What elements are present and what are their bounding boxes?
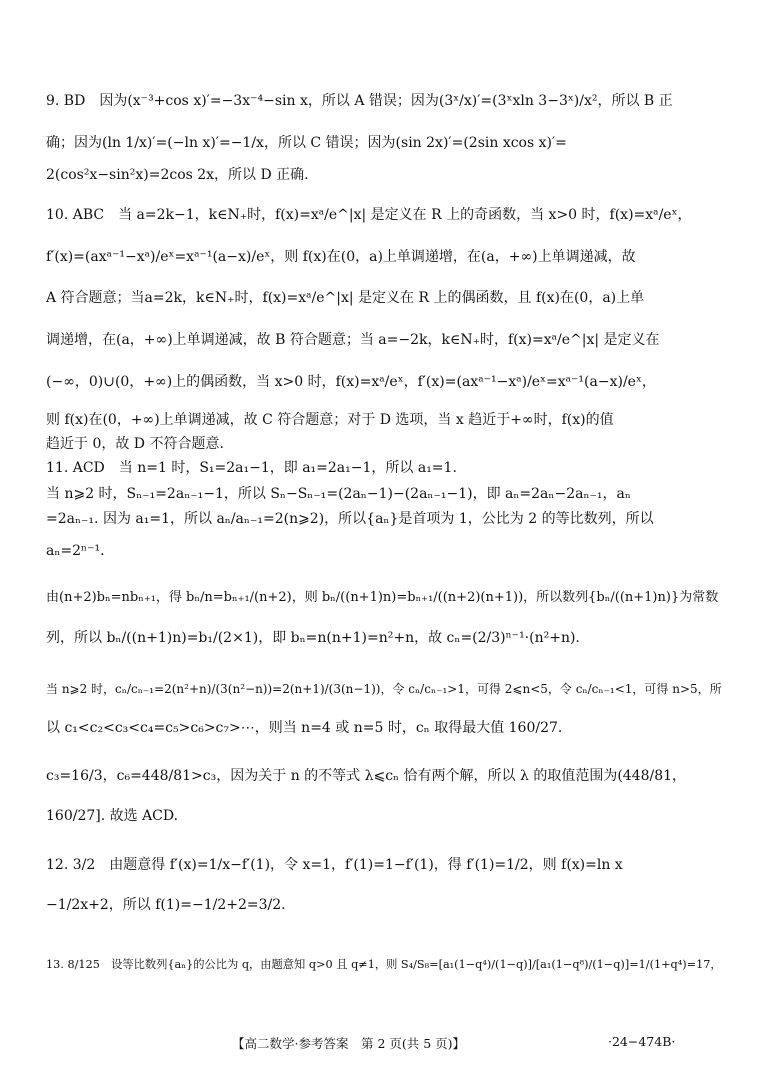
answer-11-line-10: 160/27]. 故选 ACD. [46, 808, 179, 824]
answer-9-line-3: 2(cos²x−sin²x)=2cos 2x，所以 D 正确. [46, 167, 309, 183]
answer-11-line-2: 当 n⩾2 时，Sₙ₋₁=2aₙ₋₁−1，所以 Sₙ−Sₙ₋₁=(2aₙ−1)−(2aₙ₋₁−1)，即 aₙ=2aₙ−2aₙ₋₁，aₙ [46, 486, 631, 502]
answer-11-line-7: 当 n⩾2 时，cₙ/cₙ₋₁=2(n²+n)/(3(n²−n))=2(n+1)/(3(n−1))，令 cₙ/cₙ₋₁>1，可得 2⩽n<5，令 cₙ/cₙ₋₁<1，可得 n>5，所 [46, 682, 722, 696]
answer-11-line-5: 由(n+2)bₙ=nbₙ₊₁，得 bₙ/n=bₙ₊₁/(n+2)，则 bₙ/((n+1)n)=bₙ₊₁/((n+2)(n+1))，所以数列{bₙ/((n+1)n)}为常数 [46, 590, 719, 605]
answer-10-line-1: 10. ABC 当 a=2k−1，k∈N₊时，f(x)=xᵃ/e^|x| 是定义在 R 上的奇函数，当 x>0 时，f(x)=xᵃ/eˣ， [46, 207, 692, 223]
answer-13-line-1: 13. 8/125 设等比数列{aₙ}的公比为 q，由题意知 q>0 且 q≠1，则 S₄/S₈=[a₁(1−q⁴)/(1−q)]/[a₁(1−q⁸)/(1−q)]=1/(1+q⁴)=17， [46, 958, 722, 971]
answer-12-line-1: 12. 3/2 由题意得 f′(x)=1/x−f′(1)，令 x=1，f′(1)=1−f′(1)，得 f′(1)=1/2，则 f(x)=ln x [46, 857, 623, 873]
answer-9-line-2: 确；因为(ln 1/x)′=(−ln x)′=−1/x，所以 C 错误；因为(sin 2x)′=(2sin xcos x)′= [46, 135, 567, 151]
answer-11-line-9: c₃=16/3，c₆=448/81>c₃，因为关于 n 的不等式 λ⩽cₙ 恰有两个解，所以 λ 的取值范围为(448/81， [46, 768, 687, 784]
footer-title: 【高二数学·参考答案 第 2 页(共 5 页)】 [232, 1036, 466, 1051]
answer-10-line-7: 趋近于 0，故 D 不符合题意. [46, 436, 224, 452]
answer-10-line-3: A 符合题意；当a=2k，k∈N₊时，f(x)=xᵃ/e^|x| 是定义在 R 上的偶函数，且 f(x)在(0，a)上单 [46, 290, 645, 306]
answer-10-line-4: 调递增，在(a，+∞)上单调递减，故 B 符合题意；当 a=−2k，k∈N₊时，f(x)=xᵃ/e^|x| 是定义在 [46, 332, 660, 348]
answer-11-line-8: 以 c₁<c₂<c₃<c₄=c₅>c₆>c₇>⋯，则当 n=4 或 n=5 时，cₙ 取得最大值 160/27. [46, 720, 563, 736]
answer-9-line-1: 9. BD 因为(x⁻³+cos x)′=−3x⁻⁴−sin x，所以 A 错误；因为(3ˣ/x)′=(3ˣxln 3−3ˣ)/x²，所以 B 正 [46, 93, 673, 109]
answer-11-line-1: 11. ACD 当 n=1 时，S₁=2a₁−1，即 a₁=2a₁−1，所以 a₁=1. [46, 460, 457, 476]
answer-10-line-6: 则 f(x)在(0，+∞)上单调递减，故 C 符合题意；对于 D 选项，当 x 趋近于+∞时，f(x)的值 [46, 412, 614, 428]
answer-11-line-4: aₙ=2ⁿ⁻¹. [46, 543, 105, 559]
footer-code: ·24−474B· [608, 1034, 676, 1049]
answer-11-line-3: =2aₙ₋₁. 因为 a₁=1，所以 aₙ/aₙ₋₁=2(n⩾2)，所以{aₙ}是首项为 1，公比为 2 的等比数列，所以 [46, 511, 654, 527]
answer-10-line-2: f′(x)=(axᵃ⁻¹−xᵃ)/eˣ=xᵃ⁻¹(a−x)/eˣ，则 f(x)在(0，a)上单调递增，在(a，+∞)上单调递减，故 [46, 249, 636, 265]
answer-12-line-2: −1/2x+2，所以 f(1)=−1/2+2=3/2. [46, 897, 286, 913]
answer-11-line-6: 列，所以 bₙ/((n+1)n)=b₁/(2×1)，即 bₙ=n(n+1)=n²+n，故 cₙ=(2/3)ⁿ⁻¹·(n²+n). [46, 630, 580, 646]
answer-10-line-5: (−∞，0)∪(0，+∞)上的偶函数，当 x>0 时，f(x)=xᵃ/eˣ，f′(x)=(axᵃ⁻¹−xᵃ)/eˣ=xᵃ⁻¹(a−x)/eˣ， [46, 374, 656, 390]
